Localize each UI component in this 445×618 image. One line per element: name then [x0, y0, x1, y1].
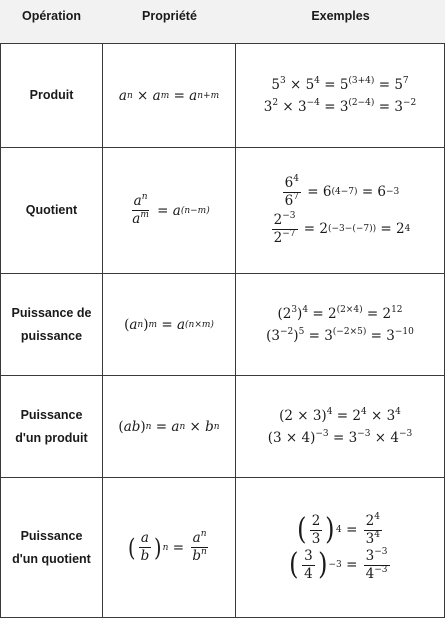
example-puissance-de-puissance-2: $(3^{-2})^5 = 3^{(-2\times 5)} = 3^{-10}$ — [266, 326, 414, 344]
property-puissance-de-puissance: ( a n ) m = a (n×m) — [103, 274, 236, 376]
property-puissance-d-un-produit: ( ab ) n = a n × b n — [103, 376, 236, 478]
header-operation: Opération — [0, 0, 103, 44]
operation-puissance-de-puissance: Puissance de puissance — [0, 274, 103, 376]
header-property: Propriété — [103, 0, 236, 44]
property-quotient: $\frac{a^n}{a^m}$ = a (n−m) — [103, 148, 236, 274]
example-puissance-d-un-quotient-2: ( $\frac{3}{4}$ ) −3 = $\frac{3^{-3}}{4^{-3}}$ — [289, 546, 388, 582]
examples-puissance-d-un-quotient — [236, 478, 445, 618]
property-produit: a n × a m = a n+m — [103, 44, 236, 148]
property-puissance-d-un-quotient: ( $\frac{a}{b}$ ) n = $\frac{a^n}{b^n}$ — [103, 478, 236, 618]
operation-produit: Produit — [0, 44, 103, 148]
example-puissance-d-un-produit-2: $(3 \times 4)^{-3} = 3^{-3} \times 4^{-3}$ — [267, 428, 413, 446]
examples-puissance-de-puissance — [236, 274, 445, 376]
operation-puissance-d-un-produit: Puissance d'un produit — [0, 376, 103, 478]
header-examples: Exemples — [236, 0, 445, 44]
operation-puissance-d-un-quotient: Puissance d'un quotient — [0, 478, 103, 618]
example-quotient-2: $\frac{2^{-3}}{2^{-7}}$ = 2 (−3−(−7)) = 2 4 — [273, 210, 411, 246]
examples-puissance-d-un-produit — [236, 376, 445, 478]
operation-quotient: Quotient — [0, 148, 103, 274]
examples-produit — [236, 44, 445, 148]
example-produit-1: $5^3 \times 5^4 = 5^{(3+4)} = 5^7$ — [271, 75, 409, 93]
example-puissance-de-puissance-1: $(2^3)^4 = 2^{(2\times 4)} = 2^{12}$ — [277, 304, 403, 322]
example-puissance-d-un-produit-1: $(2 \times 3)^4 = 2^4 \times 3^4$ — [279, 406, 401, 424]
example-produit-2: $3^2 \times 3^{-4} = 3^{(2-4)} = 3^{-2}$ — [263, 97, 417, 115]
examples-quotient — [236, 148, 445, 274]
fraction: $\frac{a^n}{a^m}$ — [132, 192, 149, 227]
example-quotient-1: $\frac{6^4}{6^7}$ = 6 (4−7) = 6 −3 — [284, 173, 400, 209]
example-puissance-d-un-quotient-1: ( $\frac{2}{3}$ ) 4 = $\frac{2^4}{3^4}$ — [297, 511, 380, 547]
